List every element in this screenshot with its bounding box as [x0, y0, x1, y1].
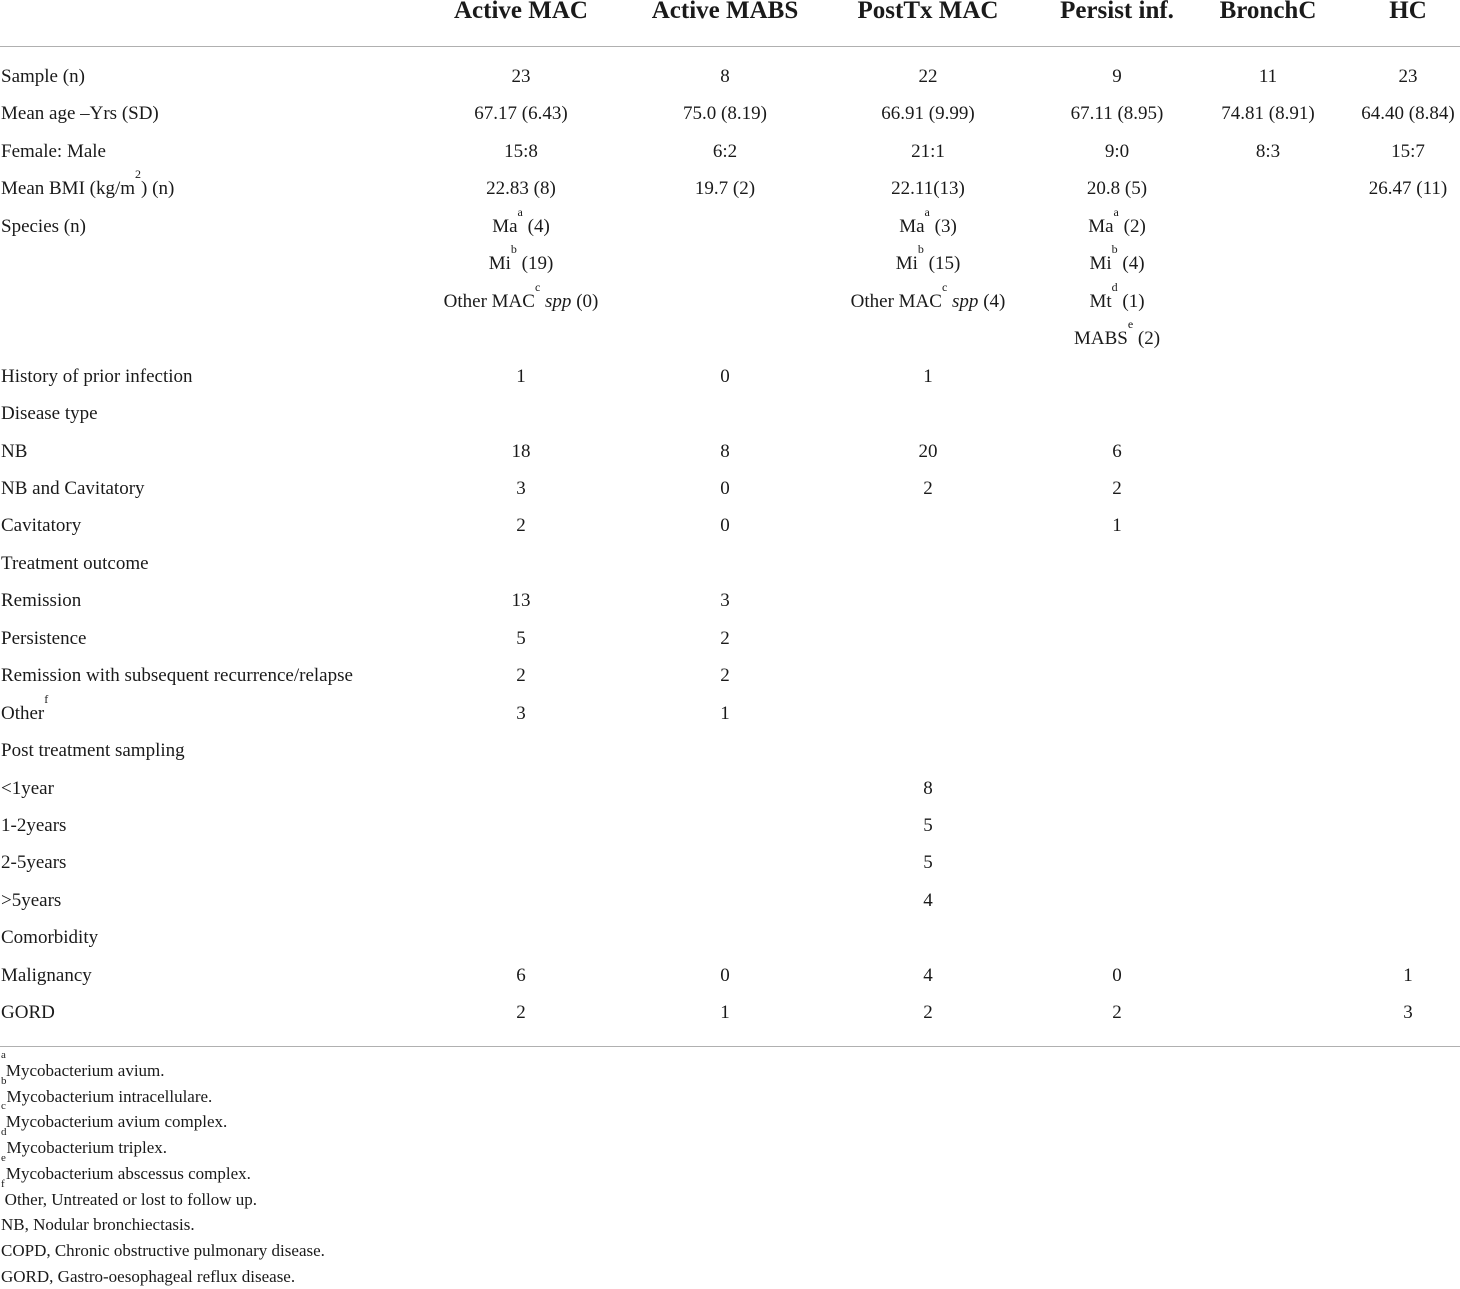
table-cell	[850, 279, 1006, 313]
footnote	[1, 1100, 325, 1135]
table-cell: 3	[720, 590, 730, 612]
table-cell: 2	[1112, 477, 1122, 499]
row-label	[1, 103, 159, 125]
footnote-marker: b	[1, 1074, 7, 1087]
table-cell	[1088, 204, 1146, 238]
row-label-text: Other	[1, 702, 45, 724]
table-cell: 0	[720, 964, 730, 986]
column-header: PostTx MAC	[857, 0, 999, 24]
footnote	[1, 1238, 325, 1264]
row-label	[1, 890, 61, 912]
row-label-suffix: ) (n)	[141, 178, 175, 200]
row-label	[1, 590, 81, 612]
table-cell: 6:2	[712, 140, 738, 162]
table-cell: 0	[1112, 964, 1122, 986]
table-row	[0, 545, 1460, 582]
column-header: Active MAC	[454, 0, 588, 24]
cell-text: Ma	[899, 215, 925, 237]
table-cell	[1089, 242, 1145, 275]
cell-count: (15)	[923, 253, 961, 275]
cell-text: Ma	[492, 215, 518, 237]
table-bottom-rule	[0, 1046, 1460, 1047]
table-cell: 74.81 (8.91)	[1221, 103, 1315, 125]
table-cell: 22.83 (8)	[486, 178, 556, 200]
row-label-text: GORD	[1, 1002, 55, 1024]
row-label-text: 2-5years	[1, 852, 67, 874]
footnote-text: GORD, Gastro-oesophageal reflux disease.	[1, 1266, 296, 1286]
table-cell: 2	[923, 1002, 933, 1024]
row-label-text: Remission	[1, 590, 82, 612]
table-cell: 3	[516, 702, 526, 724]
cell-count: (2)	[1118, 215, 1146, 237]
column-header: Active MABS	[651, 0, 799, 24]
table-cell: 4	[923, 889, 933, 911]
cell-superscript: c	[941, 279, 948, 294]
row-label	[1, 815, 66, 837]
table-cell: 9	[1112, 66, 1122, 87]
row-label	[1, 553, 149, 575]
cell-count: (2)	[1133, 328, 1161, 350]
table-cell: 2	[720, 627, 730, 649]
table-cell: 75.0 (8.19)	[683, 103, 767, 125]
table-cell	[895, 242, 961, 275]
table-cell: 5	[923, 852, 933, 874]
table-cell: 23	[1398, 66, 1418, 87]
footnote	[1, 1264, 325, 1289]
cell-count: (4)	[522, 215, 550, 237]
footnote-marker: f	[1, 1177, 5, 1190]
table-cell: 0	[720, 477, 730, 499]
table-cell: 1	[720, 702, 730, 724]
row-label-text: Remission with subsequent recurrence/relapse	[1, 665, 353, 687]
table-cell	[1089, 279, 1145, 313]
footnote-marker: e	[1, 1151, 6, 1164]
row-label	[1, 403, 98, 425]
table-row	[0, 507, 1460, 544]
table-cell: 18	[511, 440, 531, 462]
footnote-text: NB, Nodular bronchiectasis.	[1, 1215, 195, 1235]
table-row	[0, 582, 1460, 619]
row-label	[1, 66, 85, 88]
table-cell	[899, 204, 957, 238]
cell-text: Other MAC	[850, 290, 942, 312]
row-label	[1, 965, 92, 987]
row-label	[1, 216, 86, 238]
table-row	[0, 167, 1460, 207]
footnote-text: Mycobacterium avium complex.	[5, 1112, 228, 1132]
footnote-marker: a	[1, 1049, 6, 1061]
footnote-marker: c	[1, 1100, 6, 1113]
table-cell: 1	[516, 365, 526, 387]
row-label	[1, 515, 81, 537]
row-label-text: NB	[1, 440, 28, 462]
table-cell: 1	[720, 1002, 730, 1024]
table-cell	[492, 204, 550, 238]
cell-superscript: a	[517, 204, 523, 219]
row-label-text: Persistence	[1, 627, 87, 649]
table-cell: 0	[720, 365, 730, 387]
table-cell: 8	[720, 66, 730, 87]
table-cell: 20.8 (5)	[1086, 178, 1148, 200]
table-row	[0, 844, 1460, 881]
table-cell: 2	[516, 665, 526, 687]
table-cell: 2	[516, 1002, 526, 1024]
footnote-text: Mycobacterium triplex.	[6, 1138, 168, 1158]
table-row	[0, 58, 1460, 95]
footnote	[1, 1126, 325, 1161]
table-cell: 9:0	[1104, 140, 1130, 162]
table-cell: 2	[516, 515, 526, 537]
table-cell	[443, 279, 599, 313]
table-row	[0, 994, 1460, 1031]
table-cell: 0	[720, 515, 730, 537]
table-row	[0, 691, 1460, 732]
footnote-text: Mycobacterium avium.	[5, 1061, 165, 1080]
cell-superscript: b	[917, 242, 924, 257]
table-row	[0, 242, 1460, 282]
table-cell: 1	[923, 365, 933, 387]
cell-text: Mt	[1089, 290, 1112, 312]
table-cell: 5	[516, 627, 526, 649]
table-row	[0, 95, 1460, 132]
table-row	[0, 433, 1460, 470]
cell-text: Mi	[1089, 253, 1112, 275]
footnote-text: Mycobacterium intracellulare.	[6, 1086, 213, 1106]
table-cell: 21:1	[911, 140, 945, 162]
table-cell: 8	[923, 777, 933, 799]
cell-count: (4)	[978, 290, 1006, 312]
table-cell: 15:7	[1391, 140, 1425, 162]
row-label-text: Species (n)	[1, 215, 86, 237]
row-label	[1, 691, 49, 725]
row-label-text: NB and Cavitatory	[1, 477, 145, 499]
table-cell: 1	[1403, 964, 1413, 986]
table-header	[0, 0, 1460, 47]
table-cell: 26.47 (11)	[1368, 178, 1448, 200]
footnote-text: COPD, Chronic obstructive pulmonary disease.	[1, 1240, 325, 1260]
cell-text: MABS	[1073, 328, 1128, 350]
table-row	[0, 657, 1460, 694]
cell-superscript: d	[1111, 279, 1118, 294]
table-cell: 22.11(13)	[891, 178, 965, 200]
column-header: Persist inf.	[1060, 0, 1174, 24]
table-cell: 2	[720, 665, 730, 687]
footnote	[1, 1049, 325, 1084]
table-row	[0, 133, 1460, 170]
table-cell: 20	[918, 440, 938, 462]
row-label-text: >5years	[1, 889, 62, 911]
row-label	[1, 778, 54, 800]
table-row	[0, 770, 1460, 807]
cell-superscript: a	[1113, 204, 1119, 219]
cell-count: (19)	[516, 253, 554, 275]
row-label-text: Sample (n)	[1, 66, 85, 87]
table-cell: 11	[1258, 66, 1278, 87]
row-label	[1, 665, 353, 687]
table-cell: 64.40 (8.84)	[1361, 103, 1455, 125]
table-row	[0, 204, 1460, 245]
table-cell: 6	[516, 964, 526, 986]
table-cell: 5	[923, 815, 933, 836]
row-label-superscript: 2	[135, 167, 142, 182]
cell-superscript: e	[1127, 317, 1134, 332]
table-cell: 19.7 (2)	[694, 178, 756, 200]
table-cell	[1073, 317, 1161, 350]
table-cell: 22	[918, 66, 938, 87]
table-cell: 67.11 (8.95)	[1070, 103, 1164, 125]
table-cell: 15:8	[504, 140, 538, 162]
table-row	[0, 395, 1460, 432]
footnote	[1, 1151, 325, 1187]
table-row	[0, 807, 1460, 844]
row-label-text: <1year	[1, 777, 54, 799]
cell-count: (3)	[929, 215, 957, 237]
cell-text: Mi	[488, 253, 511, 275]
column-header: BronchC	[1219, 0, 1317, 24]
table-row	[0, 957, 1460, 994]
table-cell: 6	[1112, 440, 1122, 462]
row-label-text: Mean BMI (kg/m	[1, 178, 136, 200]
row-label-text: 1-2years	[1, 815, 67, 836]
table-row	[0, 358, 1460, 395]
table-row	[0, 470, 1460, 507]
cell-text: Mi	[895, 253, 918, 275]
cell-superscript: b	[1111, 242, 1118, 257]
table-cell: 1	[1112, 515, 1122, 537]
footnote-text: Mycobacterium abscessus complex.	[5, 1163, 251, 1183]
table-row	[0, 279, 1460, 320]
table-cell: 13	[511, 590, 531, 612]
row-label	[1, 141, 106, 163]
table-cell: 2	[923, 477, 933, 499]
row-label	[1, 366, 193, 388]
cell-superscript: b	[510, 242, 517, 257]
table-cell: 4	[923, 964, 933, 986]
table-footnotes	[1, 1049, 325, 1289]
footnote-marker: d	[1, 1126, 7, 1139]
cell-superscript: c	[534, 279, 541, 294]
cell-superscript: a	[924, 204, 930, 219]
cell-count: (4)	[1117, 253, 1145, 275]
table-cell: 66.91 (9.99)	[881, 103, 975, 125]
footnote	[1, 1177, 325, 1213]
row-label	[1, 441, 27, 463]
table-row	[0, 882, 1460, 919]
row-label	[1, 740, 185, 762]
table-cell: 67.17 (6.43)	[474, 103, 568, 125]
cell-count: (1)	[1117, 290, 1145, 312]
table-cell: 2	[1112, 1002, 1122, 1024]
table-cell: 3	[516, 477, 526, 499]
row-label	[1, 628, 86, 650]
row-label-text: Mean age –Yrs (SD)	[1, 103, 159, 125]
column-header: HC	[1389, 0, 1427, 24]
row-label	[1, 167, 175, 200]
row-label-superscript: f	[44, 691, 49, 706]
footnote	[1, 1212, 325, 1238]
table-cell	[488, 242, 554, 275]
table-row	[0, 732, 1460, 769]
table-cell: 8	[720, 440, 730, 462]
row-label	[1, 1002, 55, 1024]
row-label	[1, 852, 66, 874]
row-label-text: Female: Male	[1, 140, 106, 162]
table-cell: 23	[511, 66, 531, 87]
footnote-text: Other, Untreated or lost to follow up.	[4, 1189, 258, 1209]
row-label-text: Cavitatory	[1, 515, 82, 537]
cell-count: (0)	[571, 290, 599, 312]
row-label-text: History of prior infection	[1, 365, 193, 387]
row-label	[1, 927, 98, 949]
row-label-text: Post treatment sampling	[1, 740, 185, 762]
footnote	[1, 1074, 325, 1113]
table-cell: 3	[1403, 1002, 1413, 1024]
row-label-text: Treatment outcome	[1, 552, 149, 574]
table-row	[0, 620, 1460, 657]
row-label-text: Malignancy	[1, 964, 92, 986]
cell-italic-text: spp	[952, 290, 979, 312]
row-label	[1, 478, 145, 500]
cell-italic-text: spp	[545, 290, 572, 312]
row-label-text: Disease type	[1, 403, 98, 425]
cell-text: Ma	[1088, 215, 1114, 237]
table-row	[0, 317, 1460, 357]
table-row	[0, 919, 1460, 956]
cell-text: Other MAC	[443, 290, 535, 312]
table-cell: 8:3	[1255, 140, 1281, 162]
row-label-text: Comorbidity	[1, 927, 99, 949]
